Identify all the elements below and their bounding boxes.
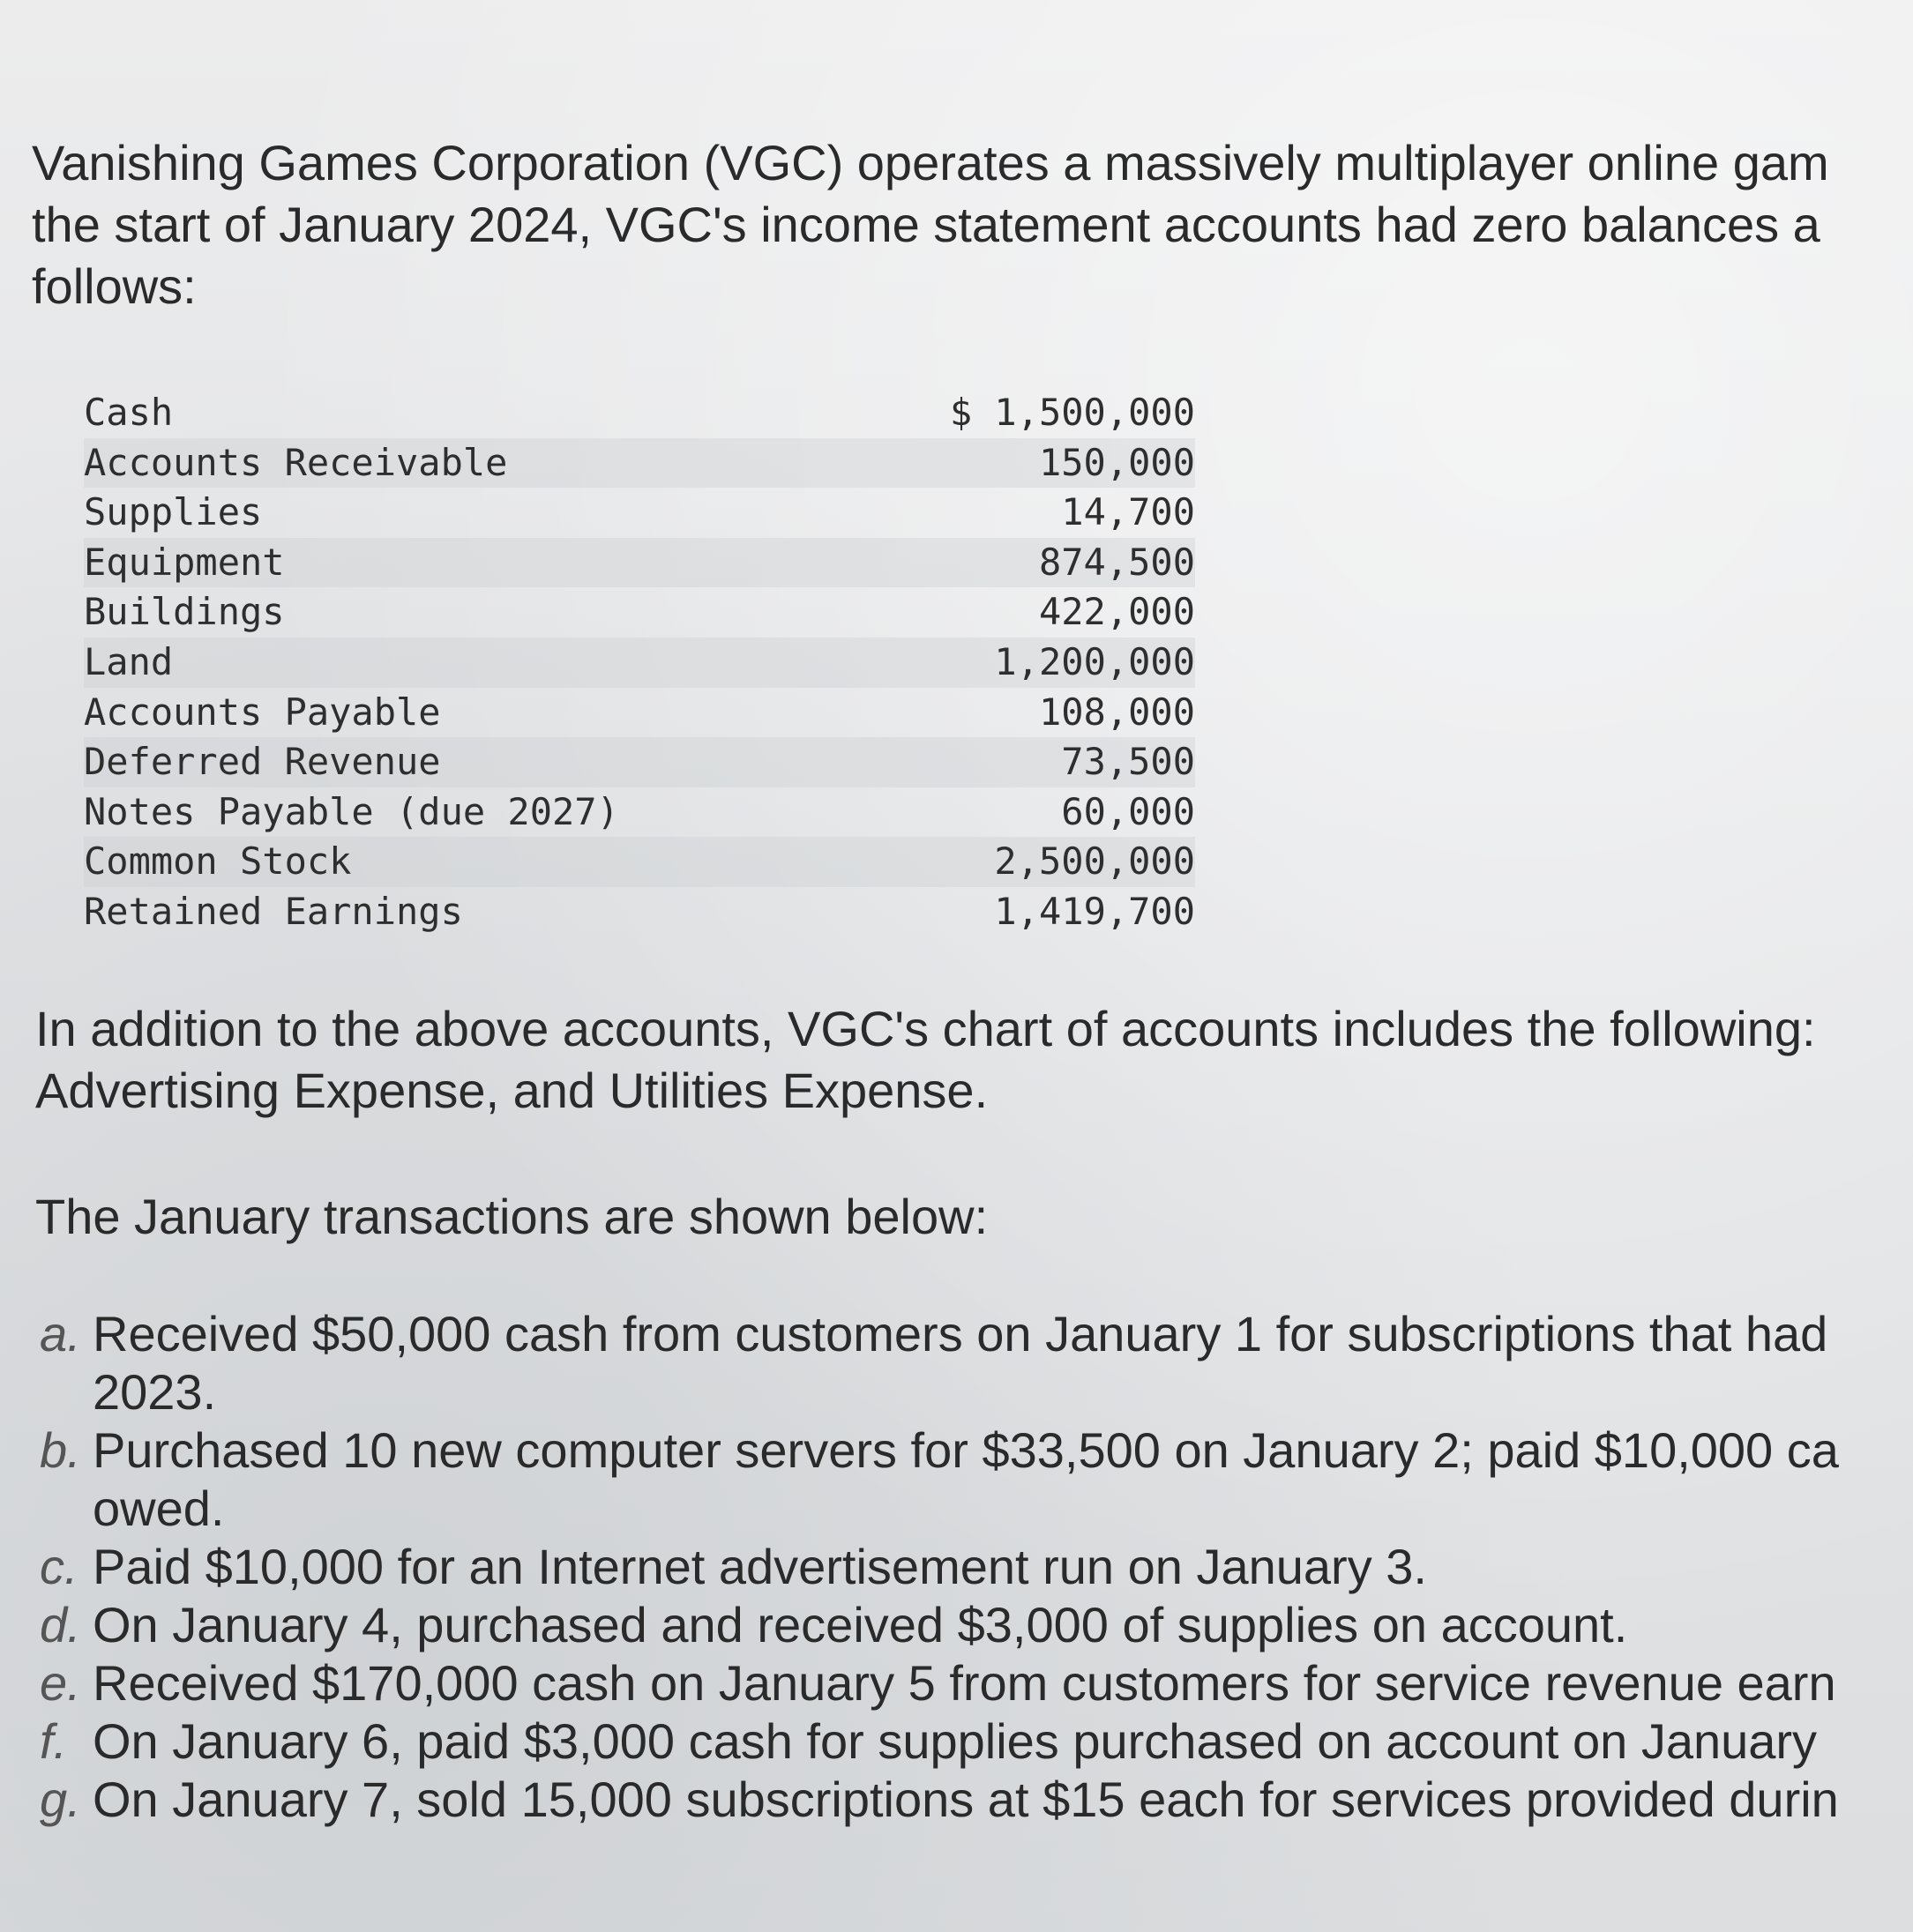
balance-row xyxy=(84,688,1195,738)
transaction-letter: d. xyxy=(40,1597,81,1652)
balance-row xyxy=(84,488,1195,538)
account-amount: 108,000 xyxy=(1038,690,1195,734)
transaction-item xyxy=(40,1538,1913,1596)
transaction-text: Paid $10,000 for an Internet advertisement run on January 3. xyxy=(93,1539,1427,1594)
transaction-item xyxy=(40,1771,1913,1829)
account-amount: 1,200,000 xyxy=(994,639,1195,683)
transaction-continuation: owed. xyxy=(93,1481,225,1536)
account-name: Retained Earnings xyxy=(84,889,463,933)
transaction-item xyxy=(40,1305,1913,1421)
transaction-letter: g. xyxy=(40,1772,81,1827)
account-name: Supplies xyxy=(84,490,263,534)
transaction-continuation: 2023. xyxy=(93,1364,217,1420)
transaction-text: On January 7, sold 15,000 subscriptions at $15 each for services provided durin xyxy=(93,1772,1839,1827)
transaction-item xyxy=(40,1712,1913,1771)
intro-line: Vanishing Games Corporation (VGC) operates a massively multiplayer online gam xyxy=(32,135,1829,190)
transaction-letter: a. xyxy=(40,1306,81,1361)
account-amount: 1,419,700 xyxy=(994,889,1195,933)
intro-paragraph xyxy=(32,132,1913,317)
transaction-letter: b. xyxy=(40,1422,81,1478)
transaction-text: On January 6, paid $3,000 cash for supplies purchased on account on January xyxy=(93,1713,1818,1769)
account-amount: 73,500 xyxy=(1061,740,1195,784)
transaction-item xyxy=(40,1421,1913,1538)
account-amount: 2,500,000 xyxy=(994,839,1195,884)
intro-line: the start of January 2024, VGC's income statement accounts had zero balances a xyxy=(32,197,1820,252)
addition-line: In addition to the above accounts, VGC's chart of accounts includes the following: xyxy=(35,1001,1816,1056)
account-amount: 14,700 xyxy=(1061,490,1195,534)
account-name: Accounts Receivable xyxy=(84,440,508,484)
balance-row xyxy=(84,538,1195,588)
account-amount: 422,000 xyxy=(1038,590,1195,634)
transaction-letter: e. xyxy=(40,1655,81,1711)
balance-row xyxy=(84,787,1195,838)
account-name: Equipment xyxy=(84,540,285,584)
additional-accounts-paragraph xyxy=(35,998,1913,1122)
transaction-text: Received $170,000 cash on January 5 from customers for service revenue earn xyxy=(93,1655,1836,1711)
transactions-list xyxy=(40,1305,1913,1829)
account-name: Land xyxy=(84,639,174,683)
account-name: Buildings xyxy=(84,590,285,634)
account-balances-table xyxy=(84,388,1195,937)
balance-row xyxy=(84,638,1195,688)
account-name: Cash xyxy=(84,391,174,434)
transaction-text: Received $50,000 cash from customers on January 1 for subscriptions that had xyxy=(93,1306,1828,1361)
account-name: Notes Payable (due 2027) xyxy=(84,789,619,833)
transactions-heading: The January transactions are shown below: xyxy=(35,1189,989,1244)
account-name: Common Stock xyxy=(84,839,352,884)
transaction-text: Purchased 10 new computer servers for $33,500 on January 2; paid $10,000 ca xyxy=(93,1422,1839,1478)
balance-row xyxy=(84,438,1195,489)
account-amount: 874,500 xyxy=(1038,540,1195,584)
account-name: Accounts Payable xyxy=(84,690,441,734)
balance-row xyxy=(84,587,1195,638)
account-amount: $ 1,500,000 xyxy=(949,391,1195,434)
transaction-text: On January 4, purchased and received $3,000 of supplies on account. xyxy=(93,1597,1628,1652)
balance-row xyxy=(84,737,1195,787)
balance-row xyxy=(84,887,1195,937)
balance-row xyxy=(84,388,1195,438)
transaction-letter: c. xyxy=(40,1539,78,1594)
account-amount: 60,000 xyxy=(1061,789,1195,833)
transaction-item xyxy=(40,1654,1913,1712)
addition-line: Advertising Expense, and Utilities Expense. xyxy=(35,1063,989,1118)
transaction-item xyxy=(40,1596,1913,1654)
intro-line: follows: xyxy=(32,258,197,314)
account-name: Deferred Revenue xyxy=(84,740,441,784)
balance-row xyxy=(84,837,1195,887)
account-amount: 150,000 xyxy=(1038,440,1195,484)
transaction-letter: f. xyxy=(40,1713,68,1769)
